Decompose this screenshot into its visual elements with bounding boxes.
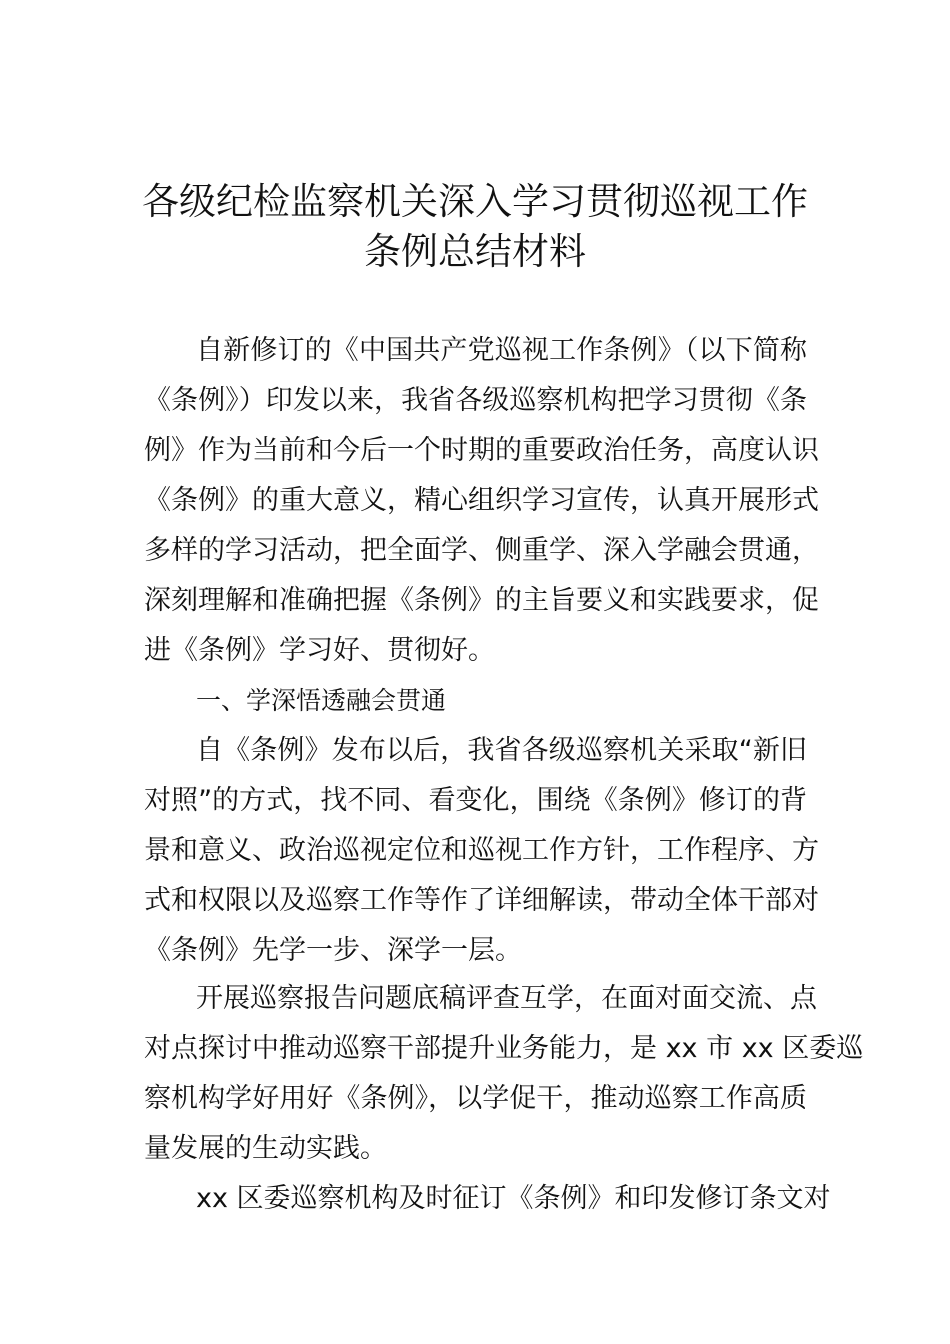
paragraph-1-line-3: 例》作为当前和今后一个时期的重要政治任务，高度认识 xyxy=(144,435,819,466)
paragraph-4-line-1: xx 区委巡察机构及时征订《条例》和印发修订条文对 xyxy=(196,1183,831,1214)
paragraph-1-line-2: 《条例》）印发以来，我省各级巡察机构把学习贯彻《条 xyxy=(144,385,807,416)
paragraph-2-line-4: 式和权限以及巡察工作等作了详细解读，带动全体干部对 xyxy=(144,885,819,916)
paragraph-2-line-1: 自《条例》发布以后，我省各级巡察机关采取“新旧 xyxy=(196,735,807,766)
paragraph-1-line-7: 进《条例》学习好、贯彻好。 xyxy=(144,635,495,666)
paragraph-1-line-6: 深刻理解和准确把握《条例》的主旨要义和实践要求，促 xyxy=(144,585,819,616)
section-heading-1: 一、学深悟透融会贯通 xyxy=(196,686,447,715)
document-title-line-2: 条例总结材料 xyxy=(364,230,586,273)
paragraph-2-line-5: 《条例》先学一步、深学一层。 xyxy=(144,935,522,966)
paragraph-2-line-3: 景和意义、政治巡视定位和巡视工作方针，工作程序、方 xyxy=(144,835,819,866)
paragraph-3-line-4: 量发展的生动实践。 xyxy=(144,1133,387,1164)
document-title-line-1: 各级纪检监察机关深入学习贯彻巡视工作 xyxy=(142,180,808,223)
paragraph-1-line-5: 多样的学习活动，把全面学、侧重学、深入学融会贯通， xyxy=(144,535,819,566)
paragraph-2-line-2: 对照”的方式，找不同、看变化，围绕《条例》修订的背 xyxy=(144,785,807,816)
paragraph-3-line-3: 察机构学好用好《条例》，以学促干，推动巡察工作高质 xyxy=(144,1083,807,1114)
paragraph-3-line-1: 开展巡察报告问题底稿评查互学，在面对面交流、点 xyxy=(196,983,817,1014)
paragraph-3-line-2: 对点探讨中推动巡察干部提升业务能力，是 xx 市 xx 区委巡 xyxy=(144,1033,864,1064)
paragraph-1-line-1: 自新修订的《中国共产党巡视工作条例》（以下简称 xyxy=(196,335,807,366)
paragraph-1-line-4: 《条例》的重大意义，精心组织学习宣传，认真开展形式 xyxy=(144,485,819,516)
